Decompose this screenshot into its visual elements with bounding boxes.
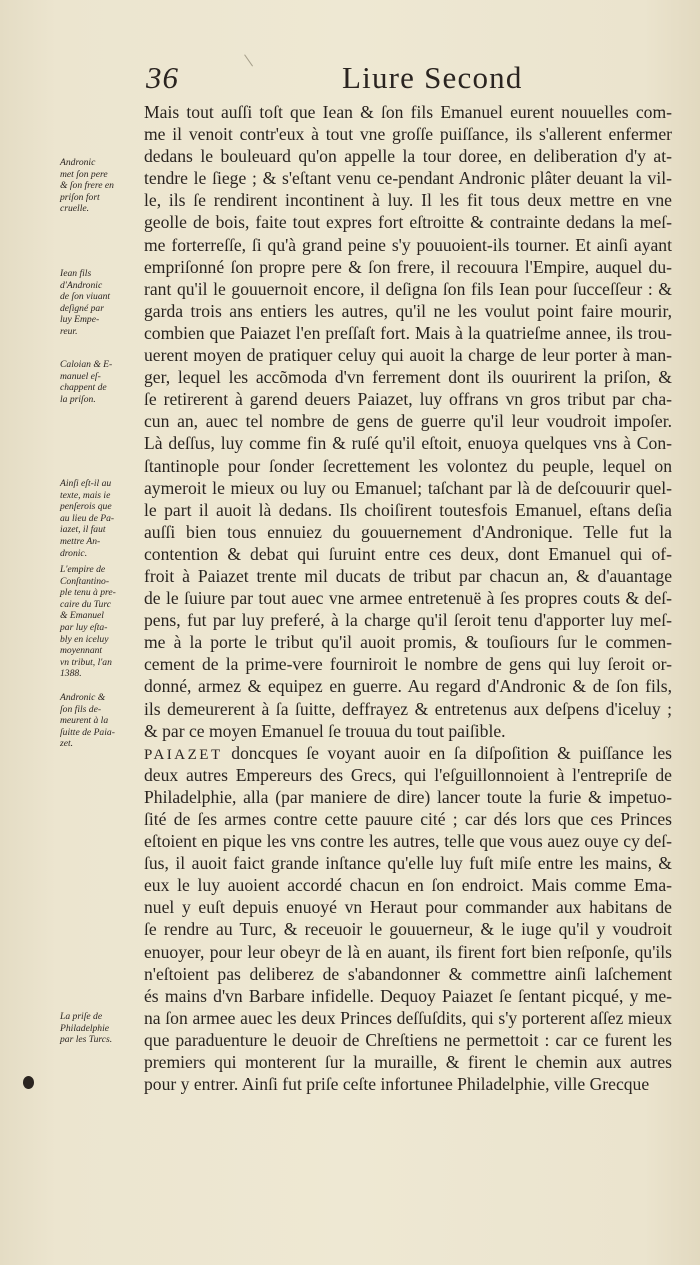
margin-note-line: meurent à la [60, 715, 109, 727]
margin-note-line: caire du Turc [60, 598, 111, 610]
text-line: me il venoit contr'eux à tout vne groſſe puiſſance, ils s'allerent enfermer [144, 124, 672, 145]
text-line: na ſon armee auec les deux Princes deſſuſdits, qui s'y porterent aſſez mieux [144, 1007, 672, 1028]
text-line: empriſonné ſon propre pere & ſon frere, il recouura l'Empire, auquel du- [144, 256, 672, 277]
margin-note-line: Caloian & E- [60, 359, 113, 370]
text-line: ſtantinople pour ſonder ſecrettement les volontez du peuple, lequel on [144, 455, 672, 476]
text-line: dedans le bouleuard qu'on appelle la tour doree, en deliberation d'y at- [144, 146, 672, 167]
text-line: cement de la prime-vere fourniroit le nombre de gens qui luy ſeroit or- [144, 654, 672, 675]
margin-note-line: priſon fort [60, 191, 100, 203]
text-line: me forterreſſe, ſi qu'à grand peine s'y pouuoient-ils tourner. Et ainſi ayant [144, 234, 672, 255]
text-line: uerent moyen de pratiquer celuy qui auoit la charge de leur porter à man- [144, 345, 672, 366]
margin-note-line: Andronic & [60, 692, 106, 703]
running-title: Liure Second [342, 60, 523, 95]
text-line: geolle de bois, faite tout expres fort eſtroitte & contrainte dedans la meſ- [144, 212, 672, 233]
margin-note-line: d'Andronic [60, 279, 103, 291]
margin-note-line: penſerois que [60, 501, 112, 513]
page-header [0, 58, 700, 98]
text-line: garda trois ans entiers les autres, qu'il ne les voulut point faire mourir, [144, 300, 672, 321]
margin-note-line: Andronic [60, 157, 96, 168]
text-line: rant qu'il le gouuernoit encore, il deſigna ſon fils Iean pour ſucceſſeur : & [144, 278, 672, 299]
text-line: me à la porte le tribut qu'il auoit promis, & touſiours ſur le commen- [144, 632, 672, 653]
text-line: eux le luy auoient accordé chacun en ſon endroict. Mais comme Ema- [144, 875, 672, 896]
text-line: ger, lequel les accõmoda d'vn ferrement dont ils ouurirent la priſon, & [144, 367, 672, 388]
margin-note-3 [60, 359, 142, 405]
margin-note-7 [60, 1011, 142, 1046]
body-text [144, 101, 672, 1095]
ink-blot [23, 1076, 34, 1089]
margin-note-line: bly en iceluy [60, 633, 109, 645]
margin-note-line: met ſon pere [60, 168, 108, 180]
text-line: pens, fut par luy preferé, à la charge qu'il ſeroit tenu d'apporter luy meſ- [144, 610, 672, 631]
text-line: ils demeurerent à ſa ſuitte, deffrayez & entretenus aux deſpens d'iceluy ; [144, 698, 672, 719]
text-line: premiers qui monterent ſur la muraille, & firent le chemin aux autres [144, 1052, 672, 1073]
margin-note-line: chappent de [60, 382, 107, 394]
text-line: Là deſſus, luy comme fin & ruſé qu'il eſtoit, enuoya quelques vns à Con- [144, 433, 672, 454]
text-line: combien que Paiazet l'en preſſaſt fort. Mais à la quatrieſme annee, ils trou- [144, 322, 672, 343]
margin-note-5 [60, 564, 142, 680]
text-line: Mais tout auſſi toſt que Iean & ſon fils Emanuel eurent nouuelles com- [144, 102, 672, 122]
text-line: auſſi bien tous ennuiez du gouuernement d'Andronique. Telle fut la [144, 521, 672, 542]
text-line: & par ce moyen Emanuel ſe trouua du tout paiſible. [144, 720, 506, 741]
margin-note-line: au lieu de Pa- [60, 512, 115, 524]
margin-note-line: par les Turcs. [60, 1034, 113, 1046]
margin-note-line: texte, mais ie [60, 489, 111, 501]
margin-note-line: la priſon. [60, 393, 96, 405]
margin-note-line: 1388. [60, 668, 82, 680]
text-line: le, ils ſe rendirent incontinent à luy. Il les fit tous deux mettre en vne [144, 190, 672, 211]
margin-note-line: cruelle. [60, 203, 90, 215]
page-number: 36 [146, 60, 179, 95]
text-line: le part il auoit là dedans. Ils choiſirent toutesfois Emanuel, eſtans deſia [144, 499, 672, 520]
text-line: PAIAZET doncques ſe voyant auoir en ſa diſpoſition & puiſſance les [144, 742, 672, 763]
margin-note-line: par luy eſta- [60, 621, 108, 633]
text-line: de le ſuiure par tout auec vne armee entretenuë à ſes propres couts & deſ- [144, 588, 672, 609]
margin-note-line: Conſtantino- [60, 575, 110, 587]
text-line: pour y entrer. Ainſi fut priſe ceſte infortunee Philadelphie, ville Grecque [144, 1074, 650, 1095]
margin-note-line: & ſon frere en [60, 180, 114, 192]
text-line: Philadelphie, alla (par maniere de dire) lancer toute la furie & impetuo- [144, 786, 672, 807]
margin-note-line: ſon fils de- [60, 703, 102, 715]
margin-note-line: La priſe de [60, 1011, 103, 1022]
margin-note-line: moyennant [60, 645, 103, 657]
margin-note-line: & Emanuel [60, 610, 104, 622]
margin-note-line: mettre An- [60, 535, 101, 547]
margin-note-line: luy Empe- [60, 314, 100, 326]
margin-note-line: Ainſi eſt-il au [60, 478, 112, 489]
text-line: ſe rendre au Turc, & receuoir le gouuerneur, & le iuge qu'il y voudroit [144, 919, 672, 940]
margin-note-line: ple tenu à pre- [60, 587, 116, 599]
margin-note-line: dronic. [60, 547, 88, 559]
text-line: cun an, auec tel nombre de gens de guerre qu'il leur voudroit impoſer. [144, 411, 672, 432]
text-line: ſus, il auoit faict grande inſtance qu'elle luy fuſt miſe entre les mains, & [144, 853, 672, 874]
margin-note-line: vn tribut, l'an [60, 656, 112, 668]
margin-note-line: reur. [60, 325, 78, 337]
margin-note-2 [60, 268, 142, 338]
text-line: n'eſtoient pas deliberez de s'abandonner & commettre ainſi laſchement [144, 963, 672, 984]
text-line: froit à Paiazet trente mil ducats de tribut par chacun an, & d'auantage [144, 565, 672, 586]
margin-note-line: L'empire de [60, 564, 106, 575]
margin-note-line: Iean fils [60, 268, 92, 279]
text-line: ſe retirerent à garend deuers Paiazet, luy offrans vn gros tribut par cha- [144, 389, 672, 410]
text-line: tendre le ſiege ; & s'eſtant venu ce-pendant Andronic plâter deuant la vil- [144, 168, 672, 189]
margin-note-1 [60, 157, 142, 215]
margin-note-line: ſuitte de Paia- [60, 726, 115, 738]
margin-note-line: manuel eſ- [60, 370, 101, 382]
margin-note-line: Philadelphie [60, 1022, 110, 1034]
margin-note-line: deſigné par [60, 302, 104, 314]
text-line: nuel y euſt depuis enuoyé vn Heraut pour commander aux habitans de [144, 897, 672, 918]
text-line: deux autres Empereurs des Grecs, qui l'eſguillonnoient à l'entrepriſe de [144, 764, 672, 785]
text-line: contention & debat qui ſuruint entre ces deux, dont Emanuel qui of- [144, 543, 672, 564]
margin-note-line: de ſon viuant [60, 291, 111, 303]
text-line: donné, armez & equipez en guerre. Au regard d'Andronic & de ſon fils, [144, 676, 672, 697]
margin-note-line: iazet, il faut [60, 524, 106, 536]
text-line: enuoyer, pour leur obeyr de là en auant, ils firent fort bien reſponſe, qu'ils [144, 941, 672, 962]
margin-note-line: zet. [60, 738, 74, 750]
margin-note-4 [60, 478, 142, 559]
margin-note-6 [60, 692, 142, 750]
text-line: que paraduenture le deuoir de Chreſtiens ne permettoit : car ce furent les [144, 1029, 672, 1050]
text-line: és mains d'vn Barbare infidelle. Dequoy Paiazet ſe ſentant picqué, y me- [144, 985, 672, 1006]
text-line: eſtoient en pique les vns contre les autres, telle que vous auez ouye cy deſ- [144, 831, 672, 852]
text-line: aymeroit le mieux ou luy ou Emanuel; taſchant par là de deſcouurir quel- [144, 477, 672, 498]
text-line: ſité de ſes armes contre cette pauure cité ; car dés lors que ces Princes [144, 809, 672, 829]
